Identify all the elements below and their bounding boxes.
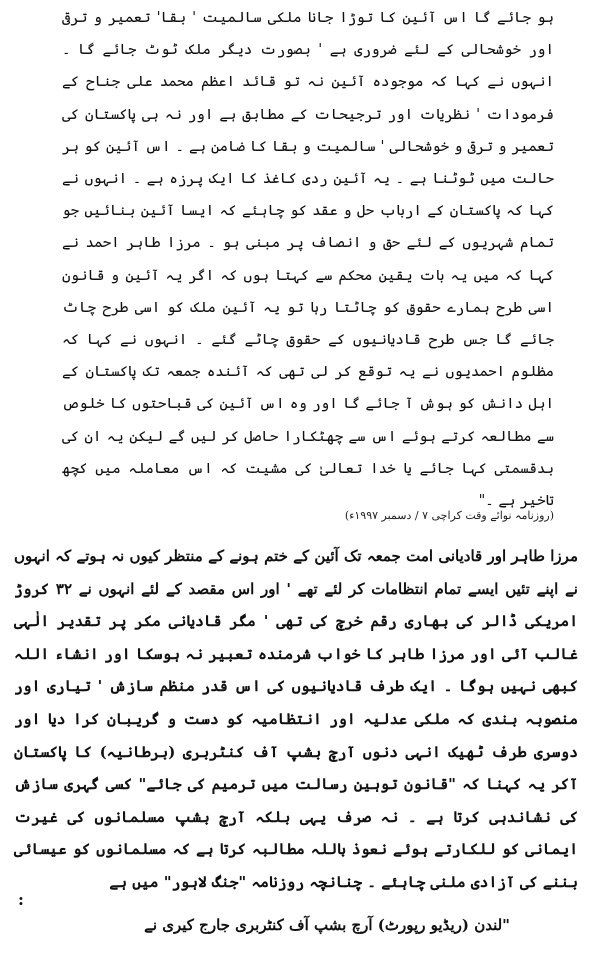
body-paragraph: مرزا طاہر اور قادیانی امت جمعہ تک آئین کے ختم ہونے کے منتظر کیوں نہ ہوتے کہ انہوں نے اپنے تئیں ایسے تمام انتظامات کر لئے تھے ' اور اس مقصد کے لئے انہوں نے ۳۲ کروڑ امریکی ڈالر کی بھاری رقم خرچ کی تھی ' مگر قادیانی مکر پر تقدیر الٰہی غالب آئی اور مرزا طاہر کا خواب شرمندہ تعبیر نہ ہوسکا اور انشاء اللہ کبھی نہیں ہوگا ۔ ایک طرف قادیانیوں کی اس قدر منظم سازش ' تیاری اور منصوبہ بندی کہ ملکی عدلیہ اور انتظامیہ کو دست و گریبان کرا دیا اور دوسری طرف ٹھیک انہی دنوں آرچ بشپ آف کنٹربری (برطانیہ) کا پاکستان آکر یہ کہنا کہ "قانون توہین رسالت میں ترمیم کی جائے" کسی گہری سازش کی نشاندہی کرتا ہے ۔ نہ صرف یہی بلکہ آرچ بشپ مسلمانوں کی غیرت ایمانی کو للکارتے ہوئے نعوذ باللہ مطالبہ کرتا ہے کہ مسلمانوں کو عیسائی بننے کی آزادی ملنی چاہئے ۔ چنانچہ روزنامہ "جنگ لاہور" میں ہے bbox=[14, 547, 578, 891]
source-citation: (روزنامہ نوائے وقت کراچی ۷ / دسمبر ۱۹۹۷ء) bbox=[344, 509, 554, 522]
colon-mark: : bbox=[18, 890, 24, 909]
closing-quote-line: "لندن (ریڈیو رپورٹ) آرچ بشپ آف کنٹربری جارج کیری نے bbox=[144, 916, 510, 934]
quoted-passage: ہو جائے گا اس آئین کا توڑا جانا ملکی سالمیت ' بقا' تعمیر و ترقی اور خوشحالی کے لئے ضروری ہے ' بصورت دیگر ملک ٹوٹ جائے گا ۔ انہوں نے کہا کہ موجودہ آئین نہ تو قائد اعظم محمد علی جناح کے فرمودات ' نظریات اور ترجیحات کے مطابق ہے اور نہ ہی پاکستان کی تعمیر و ترقی و خوشحالی ' سالمیت و بقا کا ضامن ہے ۔ اس آئین کو ہر حالت میں ٹوٹنا ہے ۔ یہ آئین ردی کاغذ کا ایک پرزہ ہے ۔ انہوں نے کہا کہ پاکستان کے ارباب حل و عقد کو چاہئے کہ ایسا آئین بنائیں جو تمام شہریوں کے لئے حق و انصاف پر مبنی ہو ۔ مرزا طاہر احمد نے کہا کہ میں یہ بات یقین محکم سے کہتا ہوں کہ اگر یہ آئین و قانون اسی طرح ہمارے حقوق کو چاٹتا رہا تو یہ آئین ملک کو اسی طرح چاٹ جائے گا جس طرح قادیانیوں کے حقوق چاٹے گئے ۔ انہوں نے کہا کہ مظلوم احمدیوں نے یہ توقع کر لی تھی کہ آئندہ جمعہ تک پاکستان کے اہل دانش کو ہوش آ جائے گا اور وہ اس آئین کی قباحتوں کا خلوص سے مطالعہ کرتے ہوئے اس سے چھٹکارا حاصل کر لیں گے لیکن یہ ان کی بدقسمتی کہا جائے یا خدا تعالیٰ کی مشیت کہ اس معاملہ میں کچھ تاخیر ہے ۔" bbox=[62, 10, 554, 510]
